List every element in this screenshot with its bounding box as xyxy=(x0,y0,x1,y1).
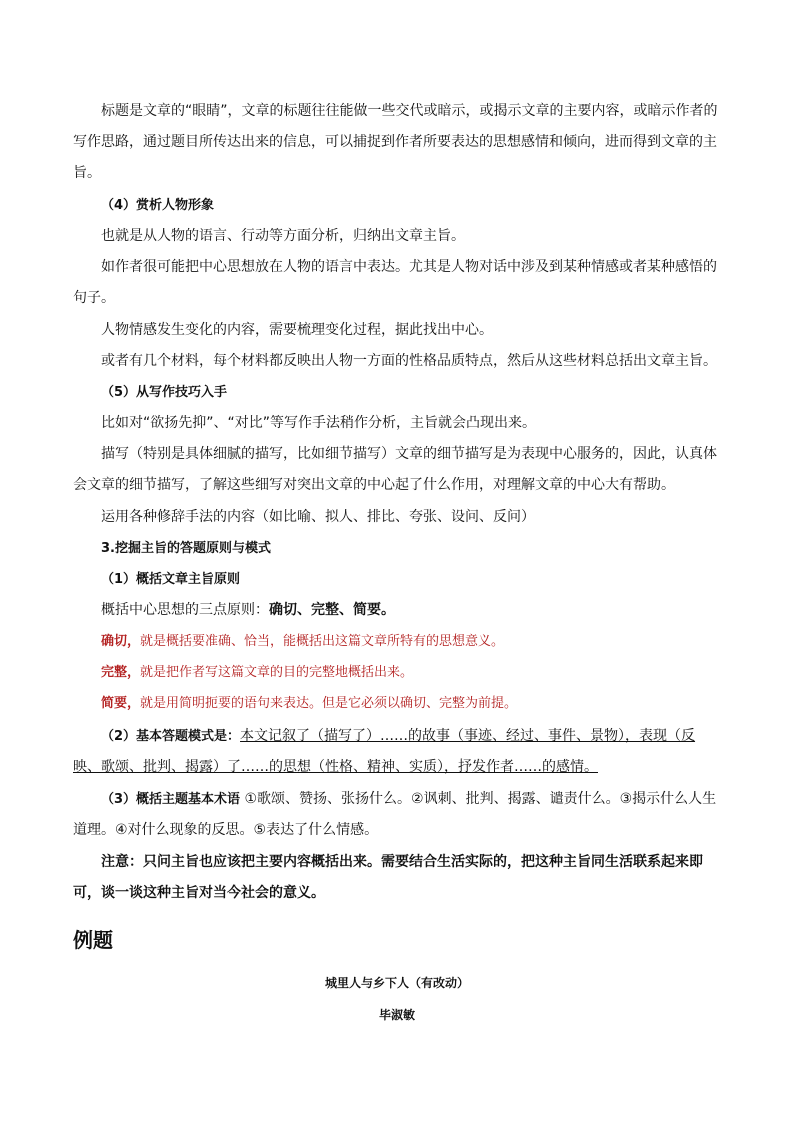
paragraph-title-significance: 标题是文章的“眼睛”，文章的标题往往能做一些交代或暗示，或揭示文章的主要内容，或暗示作者的写作思路，通过题目所传达出来的信息，可以捕捉到作者所要表达的思想感情和倾向，进而得到文章的主旨。 xyxy=(73,103,718,181)
principle-concise-label: 简要， xyxy=(101,696,141,711)
answer-template-text: 本文记叙了（描写了）……的故事（事迹、经过、事件、景物），表现（反映、歌颂、批判、揭露）了……的思想（性格、精神、实质），抒发作者……的感情。 xyxy=(73,728,696,775)
paragraph-materials: 或者有几个材料，每个材料都反映出人物一方面的性格品质特点，然后从这些材料总括出文章主旨。 xyxy=(101,353,717,369)
principle-accurate-label: 确切， xyxy=(101,634,141,649)
theme-terms-label: （3）概括主题基本术语 xyxy=(101,792,241,807)
paragraph-character-language: 如作者很可能把中心思想放在人物的语言中表达。尤其是人物对话中涉及到某种情感或者某种感悟的句子。 xyxy=(73,259,717,306)
principle-complete-text: 就是把作者写这篇文章的目的完整地概括出来。 xyxy=(140,665,414,680)
example-heading: 例题 xyxy=(73,928,113,952)
subheading-summary-principle: （1）概括文章主旨原则 xyxy=(101,572,241,587)
paragraph-contrast-technique: 比如对“欲扬先抑”、“对比”等写作手法稍作分析，主旨就会凸现出来。 xyxy=(101,415,537,431)
principle-accurate xyxy=(73,626,721,657)
section-heading-principles: 3.挖掘主旨的答题原则与模式 xyxy=(101,541,271,556)
three-principles-value: 确切、完整、简要。 xyxy=(269,602,395,618)
paragraph-theme-terms xyxy=(73,784,721,846)
principle-concise xyxy=(73,688,721,719)
article-author: 毕淑敏 xyxy=(378,1008,415,1022)
principle-concise-text: 就是用简明扼要的语句来表达。但是它必须以确切、完整为前提。 xyxy=(140,696,518,711)
three-principles-label: 概括中心思想的三点原则： xyxy=(101,602,269,618)
paragraph-rhetoric: 运用各种修辞手法的内容（如比喻、拟人、排比、夸张、设问、反问） xyxy=(101,509,535,525)
answer-template-label: （2）基本答题模式是： xyxy=(101,729,241,744)
paragraph-note: 注意：只问主旨也应该把主要内容概括出来。需要结合生活实际的，把这种主旨同生活联系起来即可，谈一谈这种主旨对当今社会的意义。 xyxy=(73,854,703,901)
paragraph-answer-template xyxy=(73,721,721,783)
article-title: 城里人与乡下人（有改动） xyxy=(324,976,469,990)
principle-complete xyxy=(73,657,721,688)
theme-terms-text: ①歌颂、赞扬、张扬什么。②讽刺、批判、揭露、谴责什么。③揭示什么人生道理。④对什么现象的反思。⑤表达了什么情感。 xyxy=(73,791,717,838)
principle-accurate-text: 就是概括要准确、恰当，能概括出这篇文章所特有的思想意义。 xyxy=(140,634,505,649)
subheading-writing-techniques: （5）从写作技巧入手 xyxy=(101,385,228,400)
principle-complete-label: 完整， xyxy=(101,665,141,680)
paragraph-character-analysis: 也就是从人物的语言、行动等方面分析，归纳出文章主旨。 xyxy=(101,228,465,244)
paragraph-three-principles xyxy=(73,595,721,626)
paragraph-detail-description: 描写（特别是具体细腻的描写，比如细节描写）文章的细节描写是为表现中心服务的，因此，认真体会文章的细节描写，了解这些细写对突出文章的中心起了什么作用，对理解文章的中心大有帮助。 xyxy=(73,446,717,493)
subheading-character-image: （4）赏析人物形象 xyxy=(101,198,215,213)
paragraph-emotion-change: 人物情感发生变化的内容，需要梳理变化过程，据此找出中心。 xyxy=(101,322,493,338)
